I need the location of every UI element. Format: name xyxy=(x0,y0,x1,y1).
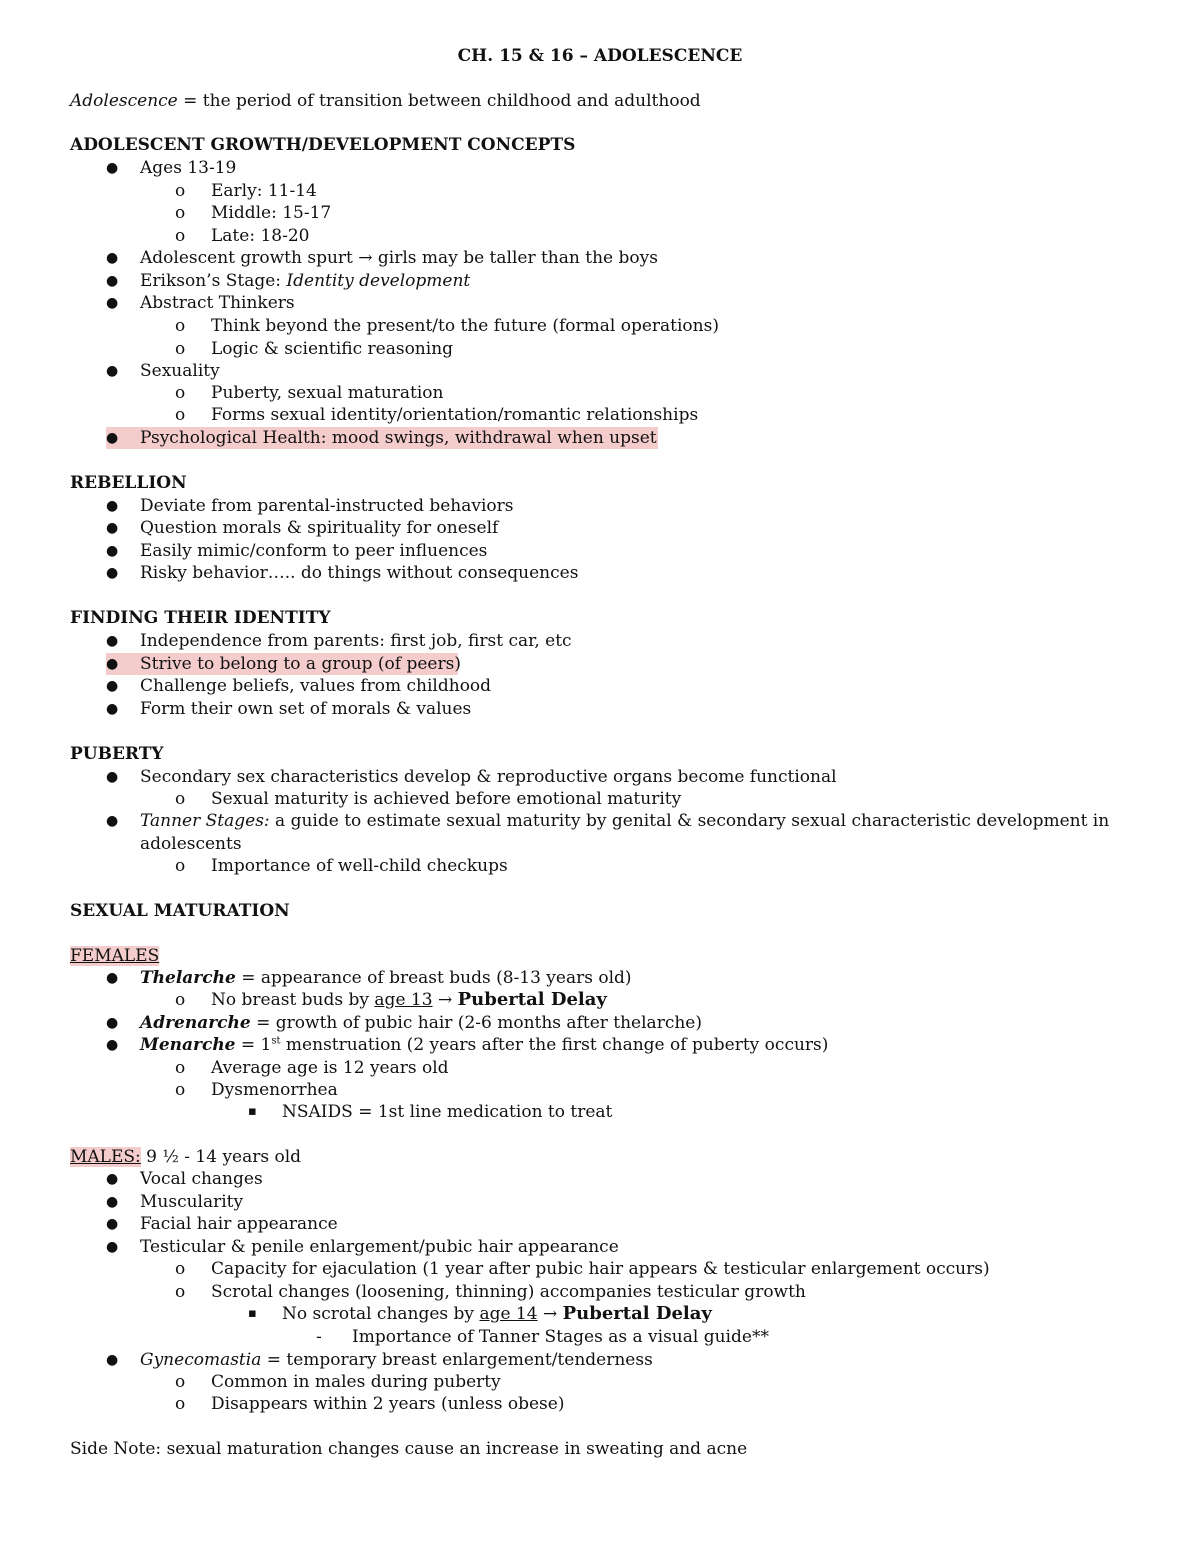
list-item xyxy=(175,989,607,1012)
list-item xyxy=(106,1168,263,1191)
bullet-marker: ● xyxy=(106,1171,119,1187)
list-item-text: Forms sexual identity/orientation/romantic relationships xyxy=(211,405,699,425)
erikson-label: Erikson’s Stage: xyxy=(140,271,287,291)
males-label-text: MALES: xyxy=(70,1147,141,1167)
bullet-marker: ● xyxy=(106,656,119,672)
list-item-text: menstruation (2 years after the first change of puberty occurs) xyxy=(280,1035,829,1055)
list-item-text: Capacity for ejaculation (1 year after pubic hair appears & testicular enlargement occurs) xyxy=(211,1259,990,1279)
bullet-marker: ● xyxy=(106,363,119,379)
list-item-text: a guide to estimate sexual maturity by genital & secondary sexual characteristic development in adolescents xyxy=(140,811,1110,854)
list-item-text: Think beyond the present/to the future (formal operations) xyxy=(211,316,719,336)
bullet-marker: ● xyxy=(106,430,119,446)
pubertal-delay-text: Pubertal Delay xyxy=(562,1303,712,1324)
list-item-text: Adolescent growth spurt → girls may be taller than the boys xyxy=(140,248,658,268)
list-item-text: No scrotal changes by xyxy=(282,1304,480,1324)
age-underlined: age 14 xyxy=(479,1304,538,1324)
dash-marker: - xyxy=(316,1327,322,1347)
bullet-marker: ● xyxy=(106,1037,119,1053)
sexual-maturation-heading: SEXUAL MATURATION xyxy=(70,901,290,921)
circle-marker: o xyxy=(175,1080,186,1100)
bullet-marker: ● xyxy=(106,1239,119,1255)
females-label xyxy=(70,945,159,968)
list-item-text: Facial hair appearance xyxy=(140,1214,338,1234)
pubertal-delay-text: Pubertal Delay xyxy=(457,989,607,1010)
list-item-text: Importance of Tanner Stages as a visual guide** xyxy=(352,1327,769,1347)
list-item-text: = appearance of breast buds (8-13 years old) xyxy=(235,968,632,988)
circle-marker: o xyxy=(175,316,186,336)
rebellion-heading: REBELLION xyxy=(70,473,187,493)
list-item xyxy=(175,855,508,878)
bullet-marker: ● xyxy=(106,678,119,694)
list-item xyxy=(106,675,492,698)
list-item xyxy=(175,382,444,405)
males-age-range: 9 ½ - 14 years old xyxy=(140,1147,302,1167)
square-marker: ▪ xyxy=(248,1104,257,1119)
list-item-text: Deviate from parental-instructed behaviors xyxy=(140,496,514,516)
list-item-text: = 1 xyxy=(235,1035,272,1055)
list-item-text: = temporary breast enlargement/tenderness xyxy=(261,1350,653,1370)
list-item-highlighted xyxy=(106,653,461,676)
list-item-text: Average age is 12 years old xyxy=(211,1058,449,1078)
bullet-marker: ● xyxy=(106,543,119,559)
list-item-text: Risky behavior….. do things without consequences xyxy=(140,563,579,583)
list-item xyxy=(175,315,719,338)
list-item-text: Sexuality xyxy=(140,361,220,381)
list-item xyxy=(106,157,237,180)
list-item xyxy=(175,338,454,361)
circle-marker: o xyxy=(175,383,186,403)
bullet-marker: ● xyxy=(106,250,119,266)
circle-marker: o xyxy=(175,181,186,201)
bullet-marker: ● xyxy=(106,1352,119,1368)
bullet-marker: ● xyxy=(106,769,119,785)
list-item xyxy=(106,766,837,789)
list-item-text: Ages 13-19 xyxy=(140,158,237,178)
list-item xyxy=(106,810,1115,855)
list-item-text: Early: 11-14 xyxy=(211,181,317,201)
list-item-text: Common in males during puberty xyxy=(211,1372,501,1392)
males-label xyxy=(70,1146,301,1169)
circle-marker: o xyxy=(175,226,186,246)
list-item xyxy=(175,788,682,811)
list-item xyxy=(106,967,632,990)
circle-marker: o xyxy=(175,1058,186,1078)
list-item-text: Middle: 15-17 xyxy=(211,203,332,223)
list-item xyxy=(106,630,572,653)
list-item xyxy=(175,225,310,248)
intro-text: = the period of transition between childhood and adulthood xyxy=(177,91,701,111)
list-item xyxy=(106,360,220,383)
list-item-text: Muscularity xyxy=(140,1192,244,1212)
list-item xyxy=(106,1213,338,1236)
circle-marker: o xyxy=(175,339,186,359)
list-item xyxy=(106,292,295,315)
bullet-marker: ● xyxy=(106,1216,119,1232)
list-item-text: Vocal changes xyxy=(140,1169,263,1189)
list-item-text: Question morals & spirituality for oneself xyxy=(140,518,499,538)
intro-term: Adolescence xyxy=(70,91,178,111)
circle-marker: o xyxy=(175,1372,186,1392)
bullet-marker: ● xyxy=(106,701,119,717)
arrow-text: → xyxy=(537,1304,563,1324)
bullet-marker: ● xyxy=(106,520,119,536)
list-item xyxy=(106,1236,619,1259)
females-label-text: FEMALES xyxy=(70,946,160,966)
growth-heading: ADOLESCENT GROWTH/DEVELOPMENT CONCEPTS xyxy=(70,135,576,155)
superscript: st xyxy=(271,1035,281,1047)
bullet-marker: ● xyxy=(106,565,119,581)
list-item xyxy=(175,404,699,427)
arrow-text: → xyxy=(432,990,458,1010)
circle-marker: o xyxy=(175,1394,186,1414)
gynecomastia-term: Gynecomastia xyxy=(140,1350,262,1370)
list-item-text: Late: 18-20 xyxy=(211,226,310,246)
erikson-value: Identity development xyxy=(286,271,471,291)
list-item-text: Sexual maturity is achieved before emotional maturity xyxy=(211,789,682,809)
age-underlined: age 13 xyxy=(374,990,433,1010)
list-item-text: = growth of pubic hair (2-6 months after thelarche) xyxy=(250,1013,702,1033)
circle-marker: o xyxy=(175,1282,186,1302)
list-item-highlighted xyxy=(106,427,657,450)
list-item xyxy=(175,1258,990,1281)
list-item xyxy=(106,270,471,293)
list-item xyxy=(248,1101,613,1124)
list-item xyxy=(175,1057,449,1080)
list-item xyxy=(106,1191,244,1214)
list-item-text: Scrotal changes (loosening, thinning) accompanies testicular growth xyxy=(211,1282,806,1302)
list-item xyxy=(106,698,472,721)
bullet-marker: ● xyxy=(106,970,119,986)
list-item xyxy=(316,1326,769,1349)
list-item-text: Secondary sex characteristics develop & reproductive organs become functional xyxy=(140,767,837,787)
list-item xyxy=(106,1034,829,1057)
list-item-text: NSAIDS = 1st line medication to treat xyxy=(282,1102,613,1122)
circle-marker: o xyxy=(175,856,186,876)
list-item-text: Abstract Thinkers xyxy=(140,293,295,313)
bullet-marker: ● xyxy=(106,813,119,829)
list-item xyxy=(106,1012,702,1035)
list-item-text: Dysmenorrhea xyxy=(211,1080,338,1100)
list-item-text: Psychological Health: mood swings, withdrawal when upset xyxy=(140,428,657,448)
list-item xyxy=(175,1393,565,1416)
list-item-text: Strive to belong to a group (of peers) xyxy=(140,654,461,674)
circle-marker: o xyxy=(175,990,186,1010)
square-marker: ▪ xyxy=(248,1306,257,1321)
circle-marker: o xyxy=(175,1259,186,1279)
list-item-text: Easily mimic/conform to peer influences xyxy=(140,541,488,561)
list-item xyxy=(106,495,514,518)
document-title: CH. 15 & 16 – ADOLESCENCE xyxy=(457,46,743,66)
list-item xyxy=(175,1371,501,1394)
bullet-marker: ● xyxy=(106,633,119,649)
list-item xyxy=(175,202,332,225)
menarche-term: Menarche xyxy=(140,1035,236,1055)
list-item-text: Independence from parents: first job, first car, etc xyxy=(140,631,572,651)
puberty-heading: PUBERTY xyxy=(70,744,164,764)
list-item xyxy=(248,1303,712,1326)
bullet-marker: ● xyxy=(106,1194,119,1210)
list-item xyxy=(175,1281,806,1304)
bullet-marker: ● xyxy=(106,160,119,176)
side-note: Side Note: sexual maturation changes cause an increase in sweating and acne xyxy=(70,1439,748,1459)
circle-marker: o xyxy=(175,203,186,223)
circle-marker: o xyxy=(175,405,186,425)
list-item xyxy=(106,247,658,270)
identity-heading: FINDING THEIR IDENTITY xyxy=(70,608,331,628)
list-item xyxy=(106,562,579,585)
adrenarche-term: Adrenarche xyxy=(140,1013,251,1033)
list-item-text: Logic & scientific reasoning xyxy=(211,339,454,359)
bullet-marker: ● xyxy=(106,498,119,514)
intro-definition xyxy=(70,90,701,113)
list-item-text: Testicular & penile enlargement/pubic hair appearance xyxy=(140,1237,619,1257)
list-item xyxy=(106,517,499,540)
list-item-text: Importance of well-child checkups xyxy=(211,856,508,876)
circle-marker: o xyxy=(175,789,186,809)
bullet-marker: ● xyxy=(106,1015,119,1031)
list-item-text: Puberty, sexual maturation xyxy=(211,383,444,403)
thelarche-term: Thelarche xyxy=(140,968,236,988)
list-item xyxy=(106,1349,653,1372)
tanner-label: Tanner Stages: xyxy=(140,811,270,831)
list-item-text: Challenge beliefs, values from childhood xyxy=(140,676,492,696)
list-item xyxy=(175,1079,338,1102)
list-item xyxy=(175,180,317,203)
list-item-text: Form their own set of morals & values xyxy=(140,699,472,719)
list-item-text: No breast buds by xyxy=(211,990,375,1010)
bullet-marker: ● xyxy=(106,273,119,289)
list-item-text: Disappears within 2 years (unless obese) xyxy=(211,1394,565,1414)
bullet-marker: ● xyxy=(106,295,119,311)
list-item xyxy=(106,540,488,563)
